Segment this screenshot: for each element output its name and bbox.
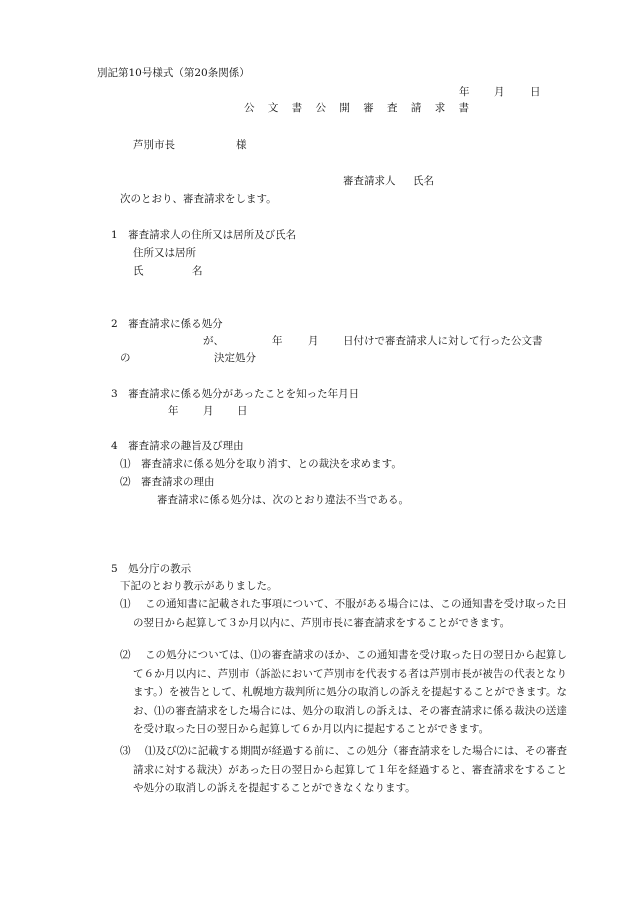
section3-year: 年 (168, 405, 179, 417)
section1-address-label: 住所又は居所 (133, 247, 196, 259)
addressee-name: 芦別市長 (133, 139, 175, 151)
addressee-honorific: 様 (236, 139, 247, 151)
section5-intro: 下記のとおり教示がありました。 (120, 580, 278, 592)
section2-month: 月 (308, 335, 319, 347)
requester-name-label: 氏名 (413, 175, 434, 187)
form-id: 別記第10号様式（第20条関係） (97, 67, 250, 79)
section5-item2-text: この処分については、⑴の審査請求のほか、この通知書を受け取った日の翌日から起算して６か月以内に、芦別市（訴訟において芦別市を代表する者は芦別市長が被告の代表となります。）を被告として、札幌地方裁判所に処分の取消しの訴えを提起することができます。なお、⑴の審査請求をした場合には、処分の取消しの訴えは、その審査請求に係る裁決の送達を受け取った日の翌日から起算して６か月以内に提起することができます。 (133, 649, 567, 736)
section2-ga: が、 (203, 335, 224, 347)
section5-item1-marker: ⑴ (120, 598, 131, 610)
section2-rest: 日付けで審査請求人に対して行った公文書 (343, 335, 543, 347)
section1-name-label-2: 名 (192, 265, 203, 277)
section4-heading: 4 審査請求の趣旨及び理由 (111, 440, 244, 452)
section1-heading: 1 審査請求人の住所又は居所及び氏名 (111, 229, 297, 241)
section1-name-label-1: 氏 (133, 265, 144, 277)
section5-item2-marker: ⑵ (120, 649, 131, 661)
requester-role: 審査請求人 (343, 175, 396, 187)
section3-heading: 3 審査請求に係る処分があったことを知った年月日 (111, 388, 360, 400)
section2-no: の (120, 352, 131, 364)
date-year-label: 年 (459, 86, 470, 98)
section3-day: 日 (237, 405, 248, 417)
section2-decision: 決定処分 (214, 352, 256, 364)
section5-item3-text: ⑴及び⑵に記載する期間が経過する前に、この処分（審査請求をした場合には、その審査請求に対する裁決）があった日の翌日から起算して１年を経過すると、審査請求をすることや処分の取消しの訴えを提起することができなくなります。 (133, 745, 567, 795)
intro-text: 次のとおり、審査請求をします。 (120, 193, 277, 205)
section4-item2-body: 審査請求に係る処分は、次のとおり違法不当である。 (157, 494, 409, 506)
section4-item2: ⑵ 審査請求の理由 (120, 476, 215, 488)
section3-month: 月 (203, 405, 214, 417)
section5-heading: 5 処分庁の教示 (111, 563, 192, 575)
section2-year: 年 (272, 335, 283, 347)
date-day-label: 日 (530, 86, 541, 98)
date-month-label: 月 (494, 86, 505, 98)
section5-item1-text: この通知書に記載された事項について、不服がある場合には、この通知書を受け取った日の翌日から起算して３か月以内に、芦別市長に審査請求をすることができます。 (133, 598, 567, 629)
document-title: 公 文 書 公 開 審 査 請 求 書 (244, 102, 475, 114)
section5-item3-marker: ⑶ (120, 745, 131, 757)
section4-item1: ⑴ 審査請求に係る処分を取り消す、との裁決を求めます。 (120, 458, 402, 470)
section2-heading: 2 審査請求に係る処分 (111, 318, 223, 330)
